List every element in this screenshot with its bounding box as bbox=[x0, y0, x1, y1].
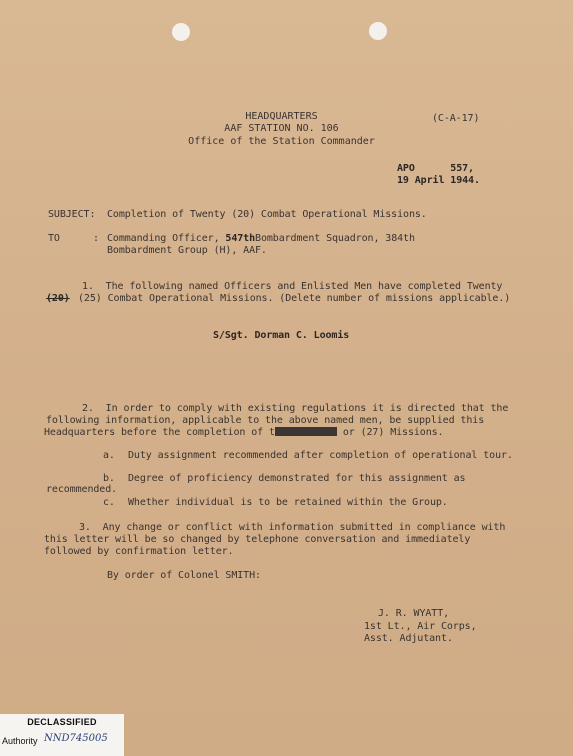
para2-line-3-start: Headquarters before the completion of t bbox=[44, 427, 275, 438]
authority-number: NND745005 bbox=[44, 733, 108, 744]
to-unit: Bombardment Squadron, 384th bbox=[255, 233, 415, 244]
item-b-continuation: recommended. bbox=[46, 484, 118, 495]
letter-date: 19 April 1944. bbox=[397, 175, 480, 186]
para3-line-1: 3. Any change or conflict with information submitted in compliance with bbox=[79, 522, 506, 533]
declassification-stamp bbox=[0, 714, 124, 756]
para1-line-1: 1. The following named Officers and Enlisted Men have completed Twenty bbox=[82, 281, 503, 292]
named-individual: S/Sgt. Dorman C. Loomis bbox=[213, 330, 350, 341]
header-line-3: Office of the Station Commander bbox=[188, 136, 375, 147]
para2-line-3 bbox=[44, 427, 443, 439]
order-line: By order of Colonel SMITH: bbox=[107, 570, 261, 581]
para1-line-2: (25) Combat Operational Missions. (Delete number of missions applicable.) bbox=[78, 293, 511, 304]
to-line-2: Bombardment Group (H), AAF. bbox=[107, 245, 267, 256]
to-colon: : bbox=[93, 233, 99, 244]
item-c-text: Whether individual is to be retained within the Group. bbox=[128, 497, 448, 508]
signature-title: Asst. Adjutant. bbox=[364, 633, 453, 644]
para2-line-1: 2. In order to comply with existing regulations it is directed that the bbox=[82, 403, 509, 414]
item-b-letter: b. bbox=[103, 473, 115, 484]
authority-label: Authority bbox=[2, 736, 38, 746]
struck-number: (20) bbox=[46, 293, 70, 304]
para3-line-3: followed by confirmation letter. bbox=[44, 546, 234, 557]
signature-name: J. R. WYATT, bbox=[378, 608, 450, 619]
header-line-2: AAF STATION NO. 106 bbox=[224, 123, 339, 134]
declassified-heading: DECLASSIFIED bbox=[27, 717, 97, 727]
item-c-letter: c. bbox=[103, 497, 115, 508]
item-b-text: Degree of proficiency demonstrated for this assignment as bbox=[128, 473, 466, 484]
item-a-text: Duty assignment recommended after completion of operational tour. bbox=[128, 450, 513, 461]
squadron-number: 547th bbox=[225, 233, 256, 244]
to-label: TO bbox=[48, 233, 60, 244]
para2-line-2: following information, applicable to the above named men, be supplied this bbox=[46, 415, 485, 426]
subject-label: SUBJECT: bbox=[48, 209, 96, 220]
punch-hole-left bbox=[172, 23, 190, 41]
header-line-1: HEADQUARTERS bbox=[245, 111, 318, 122]
para3-line-2: this letter will be so changed by telephone conversation and immediately bbox=[44, 534, 471, 545]
apo-number: APO 557, bbox=[397, 163, 474, 174]
redacted-text bbox=[275, 427, 337, 436]
to-addressee: Commanding Officer, bbox=[107, 233, 220, 244]
punch-hole-right bbox=[369, 22, 387, 40]
para2-line-3-end: or (27) Missions. bbox=[336, 427, 444, 438]
subject-text: Completion of Twenty (20) Combat Operational Missions. bbox=[107, 209, 427, 220]
to-line-1 bbox=[107, 233, 415, 245]
item-a-letter: a. bbox=[103, 450, 115, 461]
signature-rank: 1st Lt., Air Corps, bbox=[364, 621, 477, 632]
reference-code: (C-A-17) bbox=[432, 113, 480, 124]
